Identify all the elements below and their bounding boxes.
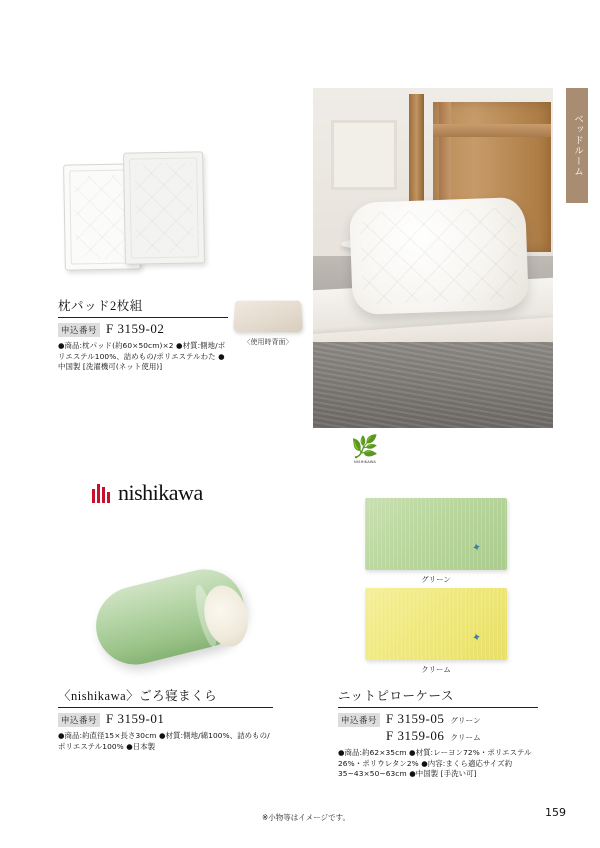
variant-color: グリーン: [450, 716, 481, 725]
section-tab-bedroom: [566, 88, 588, 203]
variant-row: [386, 711, 481, 727]
nishikawa-wordmark: nishikawa: [118, 480, 203, 505]
code-label: 申込番号: [58, 323, 100, 337]
pillow-pad-illustration: [62, 150, 242, 290]
quilt-pattern: [129, 157, 199, 258]
product-code-row: [338, 711, 538, 744]
bird-motif-icon: ✦: [470, 631, 483, 645]
product-code: F 3159-02: [106, 321, 165, 336]
knit-pillowcase-cream-photo: [365, 588, 507, 660]
footer-note: ※小物等はイメージです。: [262, 813, 350, 822]
bird-motif-icon: ✦: [470, 541, 483, 555]
pillow-pad-front: [123, 151, 205, 264]
emblem-tag: NISHIKAWA: [354, 460, 376, 464]
page-number: 159: [545, 806, 566, 819]
product-description: ●商品:約62×35cm ●材質:レーヨン72%・ポリエステル26%・ポリウレタン2% ●内容:まくら適応サイズ約35~43×50~63cm ●中国製 [手洗い可]: [338, 748, 532, 779]
title-rule: [58, 317, 228, 318]
title-rule: [338, 707, 538, 708]
product-code: F 3159-01: [106, 711, 165, 726]
knit-cream-caption: クリーム: [421, 665, 451, 674]
product-block-knit-pillow-case: [338, 686, 538, 780]
knit-green-caption: グリーン: [421, 575, 451, 584]
product-title: 枕パッド2枚組: [58, 299, 143, 313]
title-rule: [58, 707, 273, 708]
product-description: ●商品:約直径15×長さ30cm ●材質:側地/綿100%、詰めもの/ポリエステル100% ●日本製: [58, 731, 270, 751]
photo-wall-frame: [331, 120, 397, 190]
code-label: 申込番号: [338, 713, 380, 727]
variant-color: クリーム: [450, 733, 481, 742]
product-block-goronne-makura: [58, 686, 273, 752]
photo-rug: [313, 342, 553, 428]
product-title: 〈nishikawa〉ごろ寝まくら: [58, 689, 218, 703]
variant-list: [386, 711, 481, 744]
bolster-pillow-illustration: [95, 560, 270, 670]
knit-pillowcase-green-photo: [365, 498, 507, 570]
variant-code: F 3159-06: [386, 728, 445, 743]
hero-bedroom-photo: [313, 88, 553, 428]
photo-pillow: [349, 197, 529, 315]
code-label: 申込番号: [58, 713, 100, 727]
section-tab-label: ベッドルーム: [572, 114, 583, 177]
variant-row: [386, 728, 481, 744]
product-code-row: [58, 321, 228, 337]
pillow-pad-inset-caption: 〈使用時背面〉: [243, 338, 293, 346]
product-description: ●商品:枕パッド(約60×50cm)×2 ●材質:側地/ポリエステル100%、詰めもの/ポリエステルわた ●中国製 [洗濯機可(ネット使用)]: [58, 341, 226, 372]
pillow-pad-back-swatch: [233, 301, 303, 333]
product-code-row: [58, 711, 273, 727]
variant-code: F 3159-05: [386, 711, 445, 726]
pillow-pad-back-inset: [232, 300, 304, 347]
product-block-pillow-pad: [58, 296, 228, 373]
plant-sprig-icon: 🌿: [351, 434, 379, 459]
product-title: ニットピローケース: [338, 689, 454, 703]
brand-logo-nishikawa: [92, 480, 203, 506]
nishikawa-mark-icon: [92, 483, 112, 503]
sprig-emblem: [344, 436, 386, 464]
